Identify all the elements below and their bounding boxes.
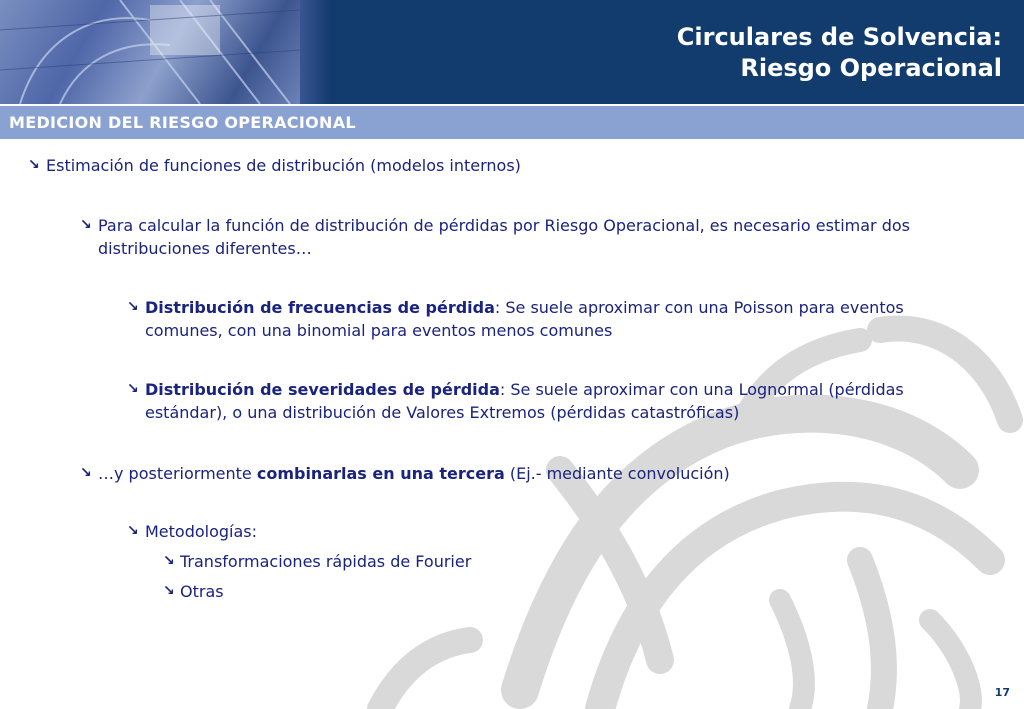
bullet-arrow-icon: ↘ — [80, 465, 92, 481]
item-severidades-bold: Distribución de severidades de pérdida — [145, 380, 500, 399]
item-estimacion: Estimación de funciones de distribución (modelos internos) — [46, 156, 521, 175]
bullet-arrow-icon: ↘ — [163, 553, 175, 569]
title-line-1: Circulares de Solvencia: — [676, 23, 1002, 51]
item-severidades — [145, 378, 965, 424]
item-otras: Otras — [180, 582, 224, 601]
item-metodologias: Metodologías: — [145, 522, 258, 541]
item-fourier: Transformaciones rápidas de Fourier — [180, 552, 472, 571]
bullet-arrow-icon: ↘ — [127, 523, 139, 539]
item-frecuencias-text: : Se suele aproximar con una Poisson para eventos comunes, con una binomial para eventos menos comunes — [145, 298, 904, 340]
title-line-2: Riesgo Operacional — [740, 54, 1002, 82]
item-frecuencias — [145, 296, 965, 342]
item-combinarlas-post: (Ej.- mediante convolución) — [504, 464, 730, 483]
item-combinarlas-pre: …y posteriormente — [98, 464, 257, 483]
bullet-arrow-icon: ↘ — [80, 217, 92, 233]
item-severidades-text: : Se suele aproximar con una Lognormal (pérdidas estándar), o una distribución de Valores Extremos (pérdidas catastróficas) — [145, 380, 904, 422]
bullet-arrow-icon: ↘ — [163, 583, 175, 599]
item-combinarlas — [98, 462, 730, 485]
page-number: 17 — [994, 686, 1010, 699]
item-frecuencias-bold: Distribución de frecuencias de pérdida — [145, 298, 495, 317]
bullet-arrow-icon: ↘ — [28, 157, 40, 173]
bullet-arrow-icon: ↘ — [127, 299, 139, 315]
item-combinarlas-bold: combinarlas en una tercera — [256, 464, 505, 483]
section-title: MEDICION DEL RIESGO OPERACIONAL — [9, 113, 356, 132]
bullet-arrow-icon: ↘ — [127, 381, 139, 397]
item-para-calcular: Para calcular la función de distribución de pérdidas por Riesgo Operacional, es necesario estimar dos distribuciones diferentes… — [98, 216, 910, 258]
